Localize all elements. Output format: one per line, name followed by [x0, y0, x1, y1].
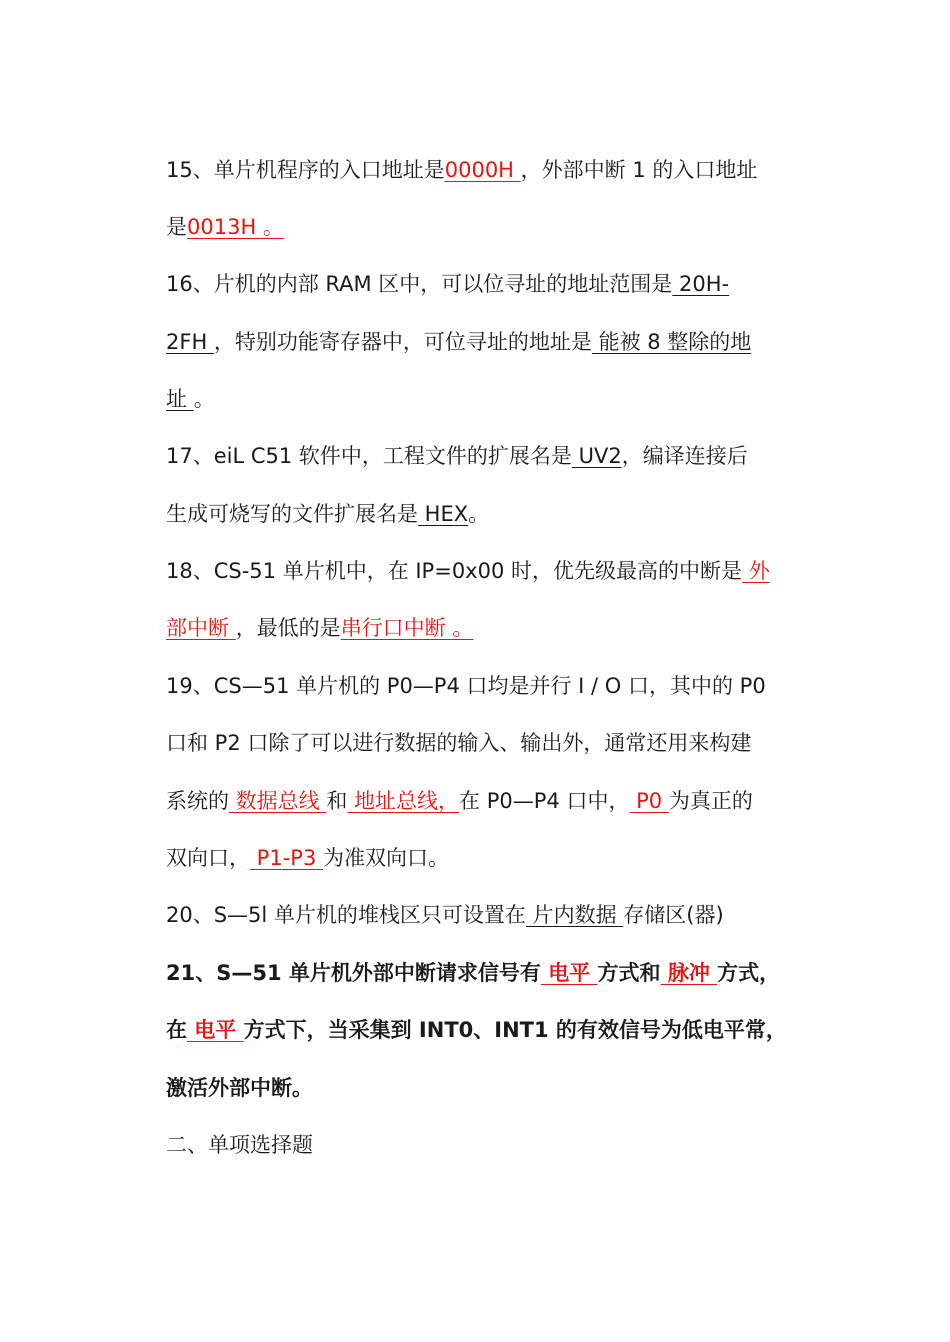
q15-text: ，外部中断 1 的入口地址 — [520, 158, 758, 182]
q16-answer-1: 20H- — [672, 272, 730, 296]
q15-line-1 — [166, 155, 757, 185]
q19-line-3 — [166, 786, 753, 816]
q20-answer: 片内数据 — [525, 903, 624, 927]
q21-line-2 — [166, 1015, 787, 1045]
q18-answer-1: 外 — [742, 559, 770, 583]
q15-answer-2: 0013H 。 — [187, 215, 284, 239]
q20-text: 存储区(器) — [623, 903, 724, 927]
q17-answer-2: HEX — [418, 502, 469, 526]
q21-line-1 — [166, 958, 780, 988]
q17-text: 17、eiL C51 软件中，工程文件的扩展名是 — [166, 444, 572, 468]
q21-text: 在 — [166, 1018, 187, 1042]
q16-line-2 — [166, 327, 751, 357]
q16-text: 。 — [193, 387, 215, 411]
q21-text: 方式， — [717, 961, 781, 985]
q19-answer-address-bus: 地址总线， — [347, 789, 460, 813]
q18-line-2 — [166, 613, 473, 643]
q15-line-2 — [166, 212, 284, 242]
q18-answer-1-cont: 部中断 — [166, 616, 236, 640]
q17-text: 生成可烧写的文件扩展名是 — [166, 502, 418, 526]
q16-answer-2-cont: 址 — [166, 387, 194, 411]
q16-line-1 — [166, 269, 729, 299]
q19-text: 系统的 — [166, 789, 229, 813]
q19-text: 和 — [326, 789, 348, 813]
section-heading-text: 二、单项选择题 — [166, 1133, 313, 1157]
q19-text: 双向口， — [166, 846, 250, 870]
q15-answer-1: 0000H — [444, 158, 521, 182]
q16-answer-1-cont: 2FH — [166, 330, 214, 354]
q19-answer-p1-p3: P1-P3 — [250, 846, 323, 870]
q21-answer-level-2: 电平 — [187, 1018, 244, 1042]
q21-text: 21、S—51 单片机外部中断请求信号有 — [166, 961, 541, 985]
q16-answer-2: 能被 8 整除的地 — [591, 330, 752, 354]
q19-answer-p0: P0 — [629, 789, 669, 813]
q15-text: 15、单片机程序的入口地址是 — [166, 158, 445, 182]
q17-text: ，编译连接后 — [621, 444, 748, 468]
q18-text: ，最低的是 — [235, 616, 341, 640]
q17-text: 。 — [468, 502, 490, 526]
q16-text: 16、片机的内部 RAM 区中，可以位寻址的地址范围是 — [166, 272, 673, 296]
q15-text: 是 — [166, 215, 187, 239]
q19-line-4 — [166, 843, 449, 873]
q18-text: 18、CS-51 单片机中，在 IP=0x00 时，优先级最高的中断是 — [166, 559, 743, 583]
q17-line-1 — [166, 441, 748, 471]
q19-text: 口和 P2 口除了可以进行数据的输入、输出外，通常还用来构建 — [166, 731, 752, 755]
q21-text: 方式下，当采集到 INT0、INT1 的有效信号为低电平常， — [243, 1018, 787, 1042]
q21-text: 方式和 — [597, 961, 661, 985]
q18-line-1 — [166, 556, 770, 586]
q16-line-3 — [166, 384, 215, 414]
q19-text: 为真正的 — [668, 789, 753, 813]
q17-answer-1: UV2 — [571, 444, 622, 468]
q18-answer-2: 串行口中断 。 — [340, 616, 474, 640]
q19-text: 19、CS—51 单片机的 P0—P4 口均是并行 I / O 口，其中的 P0 — [166, 674, 766, 698]
q19-text: 为准双向口。 — [322, 846, 449, 870]
q20-line-1 — [166, 900, 724, 930]
q21-answer-level: 电平 — [540, 961, 598, 985]
q17-line-2 — [166, 499, 489, 529]
q20-text: 20、S—5l 单片机的堆栈区只可设置在 — [166, 903, 526, 927]
q21-text: 激活外部中断。 — [166, 1076, 313, 1100]
q19-line-1 — [166, 671, 766, 701]
q21-line-3 — [166, 1073, 313, 1103]
q19-text: 在 P0—P4 口中， — [459, 789, 630, 813]
q19-answer-data-bus: 数据总线 — [229, 789, 327, 813]
q21-answer-pulse: 脉冲 — [660, 961, 718, 985]
q19-line-2 — [166, 728, 751, 758]
q16-text: ，特别功能寄存器中，可位寻址的地址是 — [213, 330, 592, 354]
section-heading — [166, 1130, 313, 1160]
